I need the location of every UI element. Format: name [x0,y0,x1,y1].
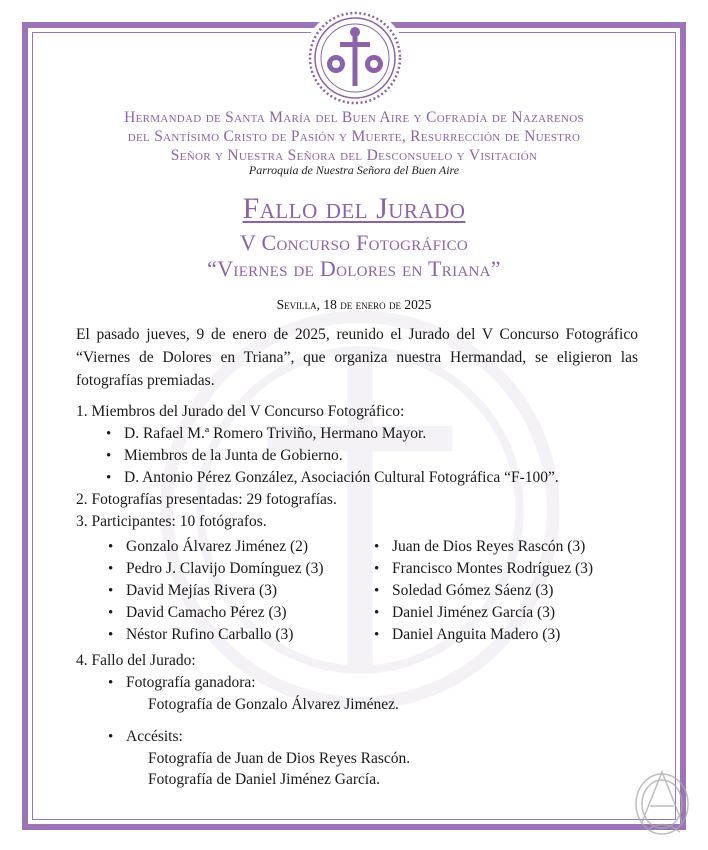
bullet: • [108,605,114,621]
participant: David Mejías Rivera (3) [126,582,278,599]
section-2-heading: 2. Fotografías presentadas: 29 fotografías. [76,491,337,508]
bullet: • [108,627,114,643]
brotherhood-name-line-3: Señor y Nuestra Señora del Desconsuelo y Visitación [170,147,538,164]
jury-member: Miembros de la Junta de Gobierno. [124,447,343,464]
bullet: • [374,561,380,577]
dateline: Sevilla, 18 de enero de 2025 [276,297,432,312]
brotherhood-name-line-1: Hermandad de Santa María del Buen Aire y Cofradía de Nazarenos [124,109,584,126]
document-title-text: Fallo del Jurado [242,192,466,225]
bullet: • [108,583,114,599]
accesit-photo: Fotografía de Daniel Jiménez García. [148,771,380,788]
section-3-heading: 3. Participantes: 10 fotógrafos. [76,513,267,530]
section-1-heading: 1. Miembros del Jurado del V Concurso Fotográfico: [76,403,405,420]
jury-member: D. Antonio Pérez González, Asociación Cultural Fotográfica “F-100”. [124,469,559,486]
bullet: • [108,539,114,555]
participant: Pedro J. Clavijo Domínguez (3) [126,560,324,577]
bullet: • [374,605,380,621]
bullet: • [374,583,380,599]
contest-theme: “Viernes de Dolores en Triana” [207,256,501,281]
participant: Néstor Rufino Carballo (3) [126,626,294,643]
section-4-heading: 4. Fallo del Jurado: [76,652,196,669]
bullet: • [108,729,114,745]
contest-name: V Concurso Fotográfico [239,230,469,255]
participant: David Camacho Pérez (3) [126,604,287,621]
participant: Daniel Anguita Madero (3) [392,626,561,643]
bullet: • [374,627,380,643]
jury-member: D. Rafael M.ª Romero Triviño, Hermano Mayor. [124,425,427,442]
parish-name: Parroquia de Nuestra Señora del Buen Aire [248,163,460,177]
winner-photo: Fotografía de Gonzalo Álvarez Jiménez. [148,696,399,713]
document-title [40,192,668,226]
participant: Juan de Dios Reyes Rascón (3) [392,538,586,555]
participant: Francisco Montes Rodríguez (3) [392,560,594,577]
participant: Soledad Gómez Sáenz (3) [392,582,554,599]
accesits-label: Accésits: [126,728,183,745]
participant: Gonzalo Álvarez Jiménez (2) [126,538,309,555]
brotherhood-seal [304,8,406,108]
bullet: • [374,539,380,555]
winner-label: Fotografía ganadora: [126,674,256,691]
bullet: • [106,448,112,464]
brotherhood-name [40,108,668,165]
participant: Daniel Jiménez García (3) [392,604,556,621]
intro-paragraph: El pasado jueves, 9 de enero de 2025, reunido el Jurado del V Concurso Fotográfico “Viernes de Dolores en Triana”, que organiza nuestra Hermandad, se eligieron las fotografías premiadas. [76,326,638,389]
accesit-photo: Fotografía de Juan de Dios Reyes Rascón. [148,750,411,767]
bullet: • [108,675,114,691]
bullet: • [108,561,114,577]
brotherhood-name-line-2: del Santísimo Cristo de Pasión y Muerte, Resurrección de Nuestro [127,128,581,145]
bullet: • [106,470,112,486]
corner-watermark-logo [628,760,698,840]
bullet: • [106,426,112,442]
